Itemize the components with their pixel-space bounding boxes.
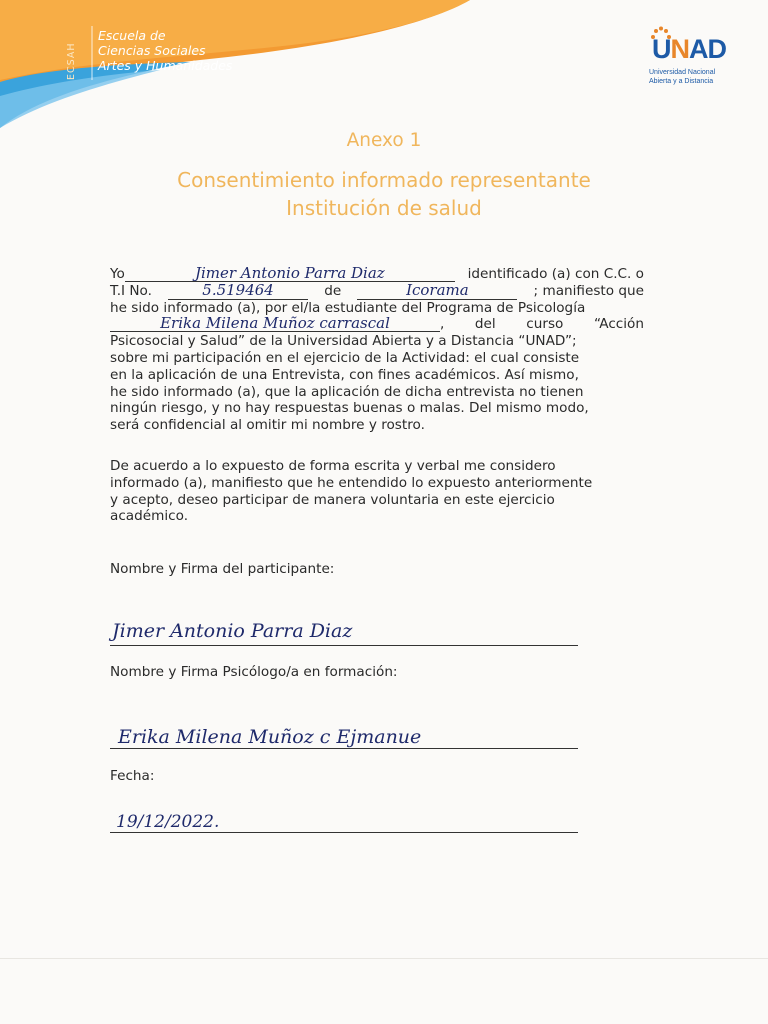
text-line: he sido informado (a), que la aplicación de dicha entrevista no tienen bbox=[110, 383, 584, 400]
text-line bbox=[110, 266, 644, 283]
school-name bbox=[98, 28, 232, 73]
text-word: identificado (a) con C.C. o bbox=[467, 266, 644, 282]
participant-signature-line bbox=[110, 645, 578, 646]
school-acronym: ECSAH bbox=[66, 42, 77, 80]
psychologist-signature-label: Nombre y Firma Psicólogo/a en formación: bbox=[110, 664, 398, 680]
psychologist-signature-line bbox=[110, 748, 578, 749]
school-name-line: Artes y Humanidades bbox=[98, 58, 233, 73]
participant-signature: Jimer Antonio Parra Diaz bbox=[112, 620, 353, 642]
title-line: Institución de salud bbox=[286, 196, 482, 220]
text-word: curso bbox=[526, 316, 564, 333]
consent-paragraph bbox=[110, 266, 644, 434]
participant-signature-label: Nombre y Firma del participante: bbox=[110, 561, 335, 577]
text-line: será confidencial al omitir mi nombre y rostro. bbox=[110, 417, 425, 434]
text-word: T.I No. bbox=[110, 282, 152, 299]
text-word: de bbox=[324, 282, 342, 299]
text-line: académico. bbox=[110, 508, 189, 525]
text-line: he sido informado (a), por el/la estudiante del Programa de Psicología bbox=[110, 299, 586, 316]
city-field: Icorama bbox=[357, 283, 517, 300]
logo-subtitle: Universidad Nacional bbox=[649, 69, 716, 76]
text-line bbox=[110, 316, 644, 333]
student-name-field: Erika Milena Muñoz carrascal bbox=[110, 316, 440, 332]
school-name-line: Ciencias Sociales bbox=[98, 43, 206, 58]
text-line: De acuerdo a lo expuesto de forma escrita y verbal me considero bbox=[110, 458, 556, 474]
logo-subtitle: Abierta y a Distancia bbox=[649, 78, 714, 85]
text-word: “Acción bbox=[593, 316, 644, 333]
text-word: Yo bbox=[110, 266, 125, 282]
text-line: Psicosocial y Salud” de la Universidad Abierta y a Distancia “UNAD”; bbox=[110, 333, 577, 350]
text-word: , bbox=[440, 316, 445, 333]
text-line: en la aplicación de una Entrevista, con fines académicos. Así mismo, bbox=[110, 366, 579, 383]
text-line: sobre mi participación en el ejercicio de la Actividad: el cual consiste bbox=[110, 349, 580, 366]
page-divider bbox=[0, 958, 768, 959]
psychologist-signature: Erika Milena Muñoz c Ejmanue bbox=[118, 726, 422, 748]
text-line bbox=[110, 280, 644, 300]
text-word: del bbox=[474, 316, 496, 333]
date-value: 19/12/2022. bbox=[116, 812, 220, 832]
text-line: ningún riesgo, y no hay respuestas buenas o malas. Del mismo modo, bbox=[110, 400, 589, 417]
unad-logo bbox=[648, 26, 728, 88]
text-line: y acepto, deseo participar de manera voluntaria en este ejercicio bbox=[110, 491, 555, 508]
agreement-paragraph bbox=[110, 458, 644, 525]
text-line: informado (a), manifiesto que he entendido lo expuesto anteriormente bbox=[110, 474, 593, 491]
document-title bbox=[0, 166, 768, 222]
id-number-field: 5.519464 bbox=[168, 283, 308, 300]
logo-wordmark: UNAD bbox=[652, 34, 726, 64]
date-label: Fecha: bbox=[110, 768, 155, 784]
title-line: Consentimiento informado representante bbox=[177, 168, 591, 192]
participant-name-field: Jimer Antonio Parra Diaz bbox=[125, 266, 455, 282]
text-word: ; manifiesto que bbox=[533, 282, 644, 299]
school-name-line: Escuela de bbox=[98, 28, 166, 43]
date-line bbox=[110, 832, 578, 833]
annex-heading: Anexo 1 bbox=[346, 130, 422, 151]
